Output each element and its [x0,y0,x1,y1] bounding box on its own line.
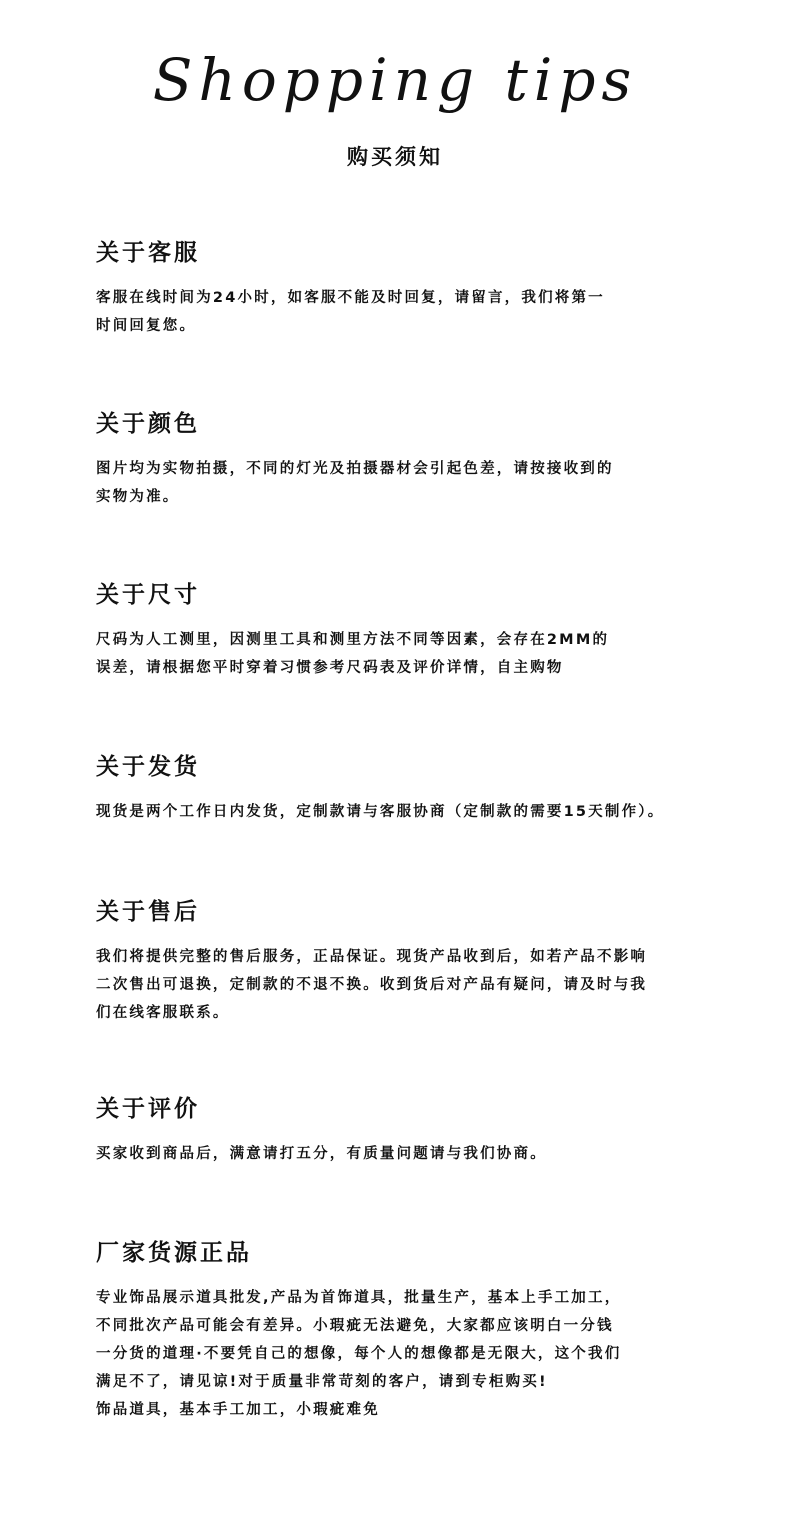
section-size [96,580,756,682]
section-title: 厂家货源正品 [96,1240,252,1266]
section-text-line: 实物为准。 [96,489,180,505]
section-text-line: 图片均为实物拍摄，不同的灯光及拍摄器材会引起色差，请按接收到的 [96,461,614,477]
section-text-line: 现货是两个工作日内发货，定制款请与客服协商（定制款的需要15天制作）。 [96,804,665,820]
section-text-line: 尺码为人工测里，因测里工具和测里方法不同等因素，会存在2MM的 [96,632,610,648]
section-text-line: 时间回复您。 [96,318,197,334]
page-subtitle: 购买须知 [347,145,443,169]
section-text-line: 客服在线时间为24小时，如客服不能及时回复，请留言，我们将第一 [96,290,605,306]
section-text-line: 二次售出可退换，定制款的不退不换。收到货后对产品有疑问，请及时与我 [96,977,648,993]
section-text-line: 一分货的道理·不要凭自己的想像，每个人的想像都是无限大，这个我们 [96,1346,622,1362]
section-reviews [96,1094,756,1168]
section-text-line: 误差，请根据您平时穿着习惯参考尺码表及评价详情，自主购物 [96,660,564,676]
script-title: Shopping tips [152,46,638,114]
section-title: 关于发货 [96,754,200,780]
section-customer-service [96,238,756,340]
section-text-line: 们在线客服联系。 [96,1005,230,1021]
section-text-line: 饰品道具，基本手工加工，小瑕疵难免 [96,1402,380,1418]
section-title: 关于尺寸 [96,582,200,608]
section-color [96,409,756,511]
section-text-line: 我们将提供完整的售后服务，正品保证。现货产品收到后，如若产品不影响 [96,949,648,965]
section-text-line: 满足不了，请见谅!对于质量非常苛刻的客户，请到专柜购买! [96,1374,548,1390]
section-title: 关于客服 [96,240,200,266]
section-title: 关于评价 [96,1096,200,1122]
section-shipping [96,752,756,826]
section-text-line: 买家收到商品后，满意请打五分，有质量问题请与我们协商。 [96,1146,547,1162]
section-text-line: 不同批次产品可能会有差异。小瑕疵无法避免，大家都应该明白一分钱 [96,1318,614,1334]
section-title: 关于颜色 [96,411,200,437]
section-genuine-products [96,1238,756,1424]
section-title: 关于售后 [96,899,200,925]
section-text-line: 专业饰品展示道具批发,产品为首饰道具，批量生产，基本上手工加工， [96,1290,622,1306]
section-after-sales [96,897,756,1027]
page-header [0,40,790,172]
